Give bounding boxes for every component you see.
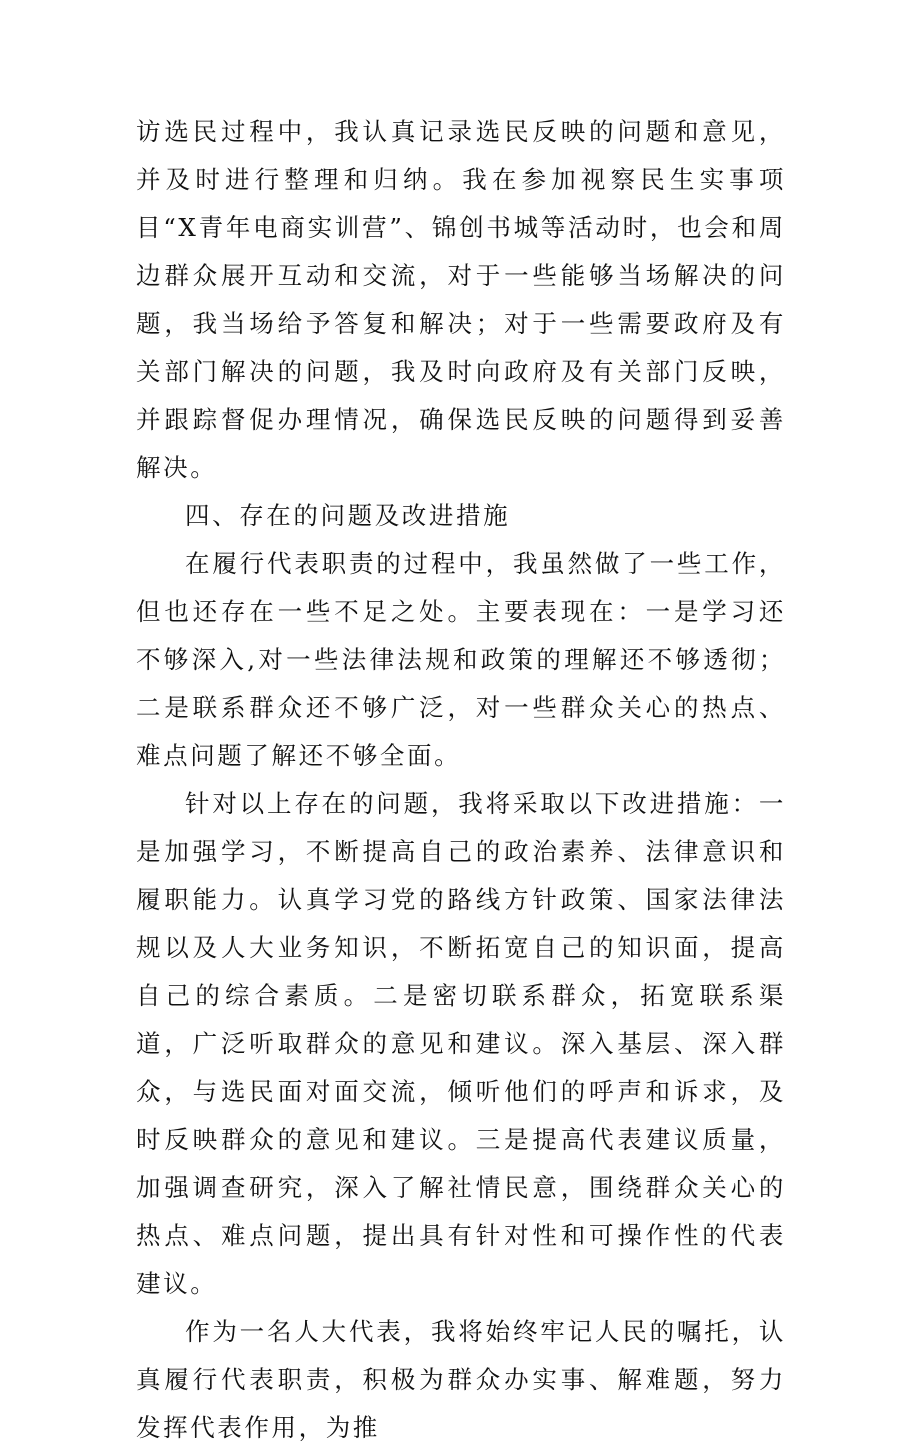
section-heading: 四、存在的问题及改进措施	[185, 501, 511, 530]
document-body	[136, 108, 786, 1452]
paragraph-shortcomings: 在履行代表职责的过程中，我虽然做了一些工作，但也还存在一些不足之处。主要表现在：一是学习还不够深入,对一些法律法规和政策的理解还不够透彻；二是联系群众还不够广泛，对一些群众关心的热点、难点问题了解还不够全面。	[136, 549, 786, 770]
paragraph-improvements: 针对以上存在的问题，我将采取以下改进措施：一是加强学习，不断提高自己的政治素养、法律意识和履职能力。认真学习党的路线方针政策、国家法律法规以及人大业务知识，不断拓宽自己的知识面，提高自己的综合素质。二是密切联系群众，拓宽联系渠道，广泛听取群众的意见和建议。深入基层、深入群众，与选民面对面交流，倾听他们的呼声和诉求，及时反映群众的意见和建议。三是提高代表建议质量，加强调查研究，深入了解社情民意，围绕群众关心的热点、难点问题，提出具有针对性和可操作性的代表建议。	[136, 789, 786, 1298]
paragraph-continued: 访选民过程中，我认真记录选民反映的问题和意见，并及时进行整理和归纳。我在参加视察民生实事项目“X青年电商实训营”、锦创书城等活动时，也会和周边群众展开互动和交流，对于一些能够当场解决的问题，我当场给予答复和解决；对于一些需要政府及有关部门解决的问题，我及时向政府及有关部门反映，并跟踪督促办理情况，确保选民反映的问题得到妥善解决。	[136, 117, 786, 482]
paragraph-closing: 作为一名人大代表，我将始终牢记人民的嘱托，认真履行代表职责，积极为群众办实事、解难题，努力发挥代表作用，为推	[136, 1317, 786, 1442]
